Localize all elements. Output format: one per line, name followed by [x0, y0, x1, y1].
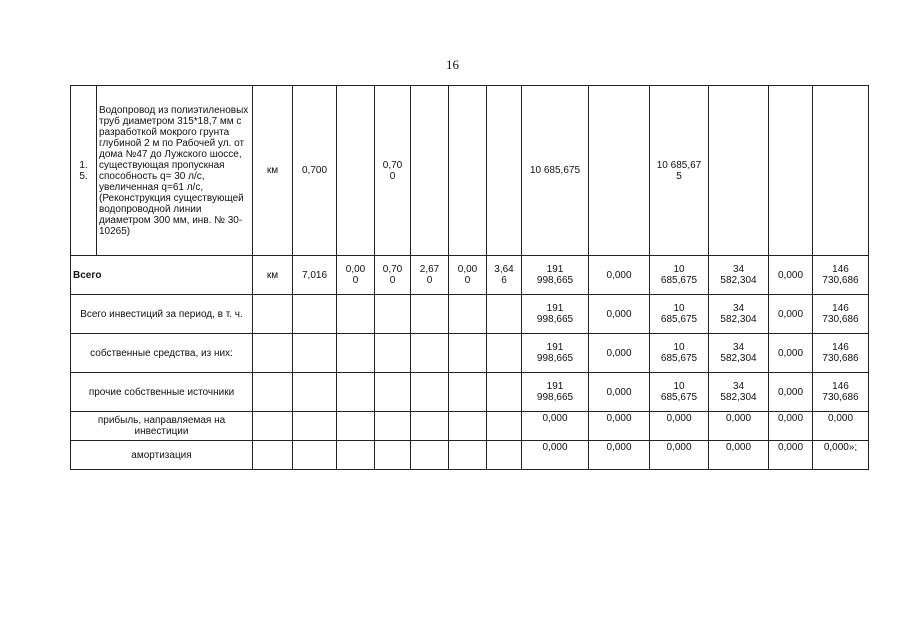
value-cell: 191 998,665 [522, 256, 589, 295]
value-cell: 146 730,686 [813, 334, 869, 373]
row-label-cell: прибыль, направляемая на инвестиции [71, 412, 253, 441]
value-cell: 2,67 0 [411, 256, 449, 295]
row-description-cell: Водопровод из полиэтиленовых труб диаметром 315*18,7 мм с разработкой мокрого грунта глубиной 2 м по Рабочей ул. от дома №47 до Лужского шоссе, существующая пропускная способность q= 30 л/с, увеличенная q=61 л/с, (Реконструкция существующей водопроводной линии диаметром 300 мм, инв. № 30-10265) [97, 86, 253, 256]
empty-cell [449, 441, 487, 470]
value-cell: 34 582,304 [709, 256, 769, 295]
value-cell: 10 685,675 [650, 256, 709, 295]
value-cell: 0,00 0 [449, 256, 487, 295]
empty-cell [293, 334, 337, 373]
value-cell: 0,70 0 [375, 256, 411, 295]
empty-cell [487, 334, 522, 373]
value-cell: 146 730,686 [813, 256, 869, 295]
value-cell: 0,000 [589, 256, 650, 295]
value-cell: 0,000 [589, 412, 650, 441]
empty-cell [411, 441, 449, 470]
value-cell: 0,000 [589, 295, 650, 334]
empty-cell [293, 441, 337, 470]
empty-cell [411, 412, 449, 441]
empty-cell [337, 295, 375, 334]
row-number-cell: 1. 5. [71, 86, 97, 256]
value-cell: 0,000 [769, 412, 813, 441]
empty-cell [375, 373, 411, 412]
empty-cell [253, 373, 293, 412]
value-cell: 34 582,304 [709, 295, 769, 334]
value-cell: 0,000 [522, 441, 589, 470]
empty-cell [449, 412, 487, 441]
empty-cell [375, 334, 411, 373]
value-cell: 0,70 0 [375, 86, 411, 256]
value-cell: 10 685,675 [650, 373, 709, 412]
page-number: 16 [446, 57, 459, 72]
table-row [71, 86, 869, 256]
value-cell: 191 998,665 [522, 373, 589, 412]
value-cell [813, 86, 869, 256]
value-cell: 146 730,686 [813, 373, 869, 412]
value-cell: 0,000 [769, 256, 813, 295]
value-cell: 0,000 [589, 334, 650, 373]
empty-cell [375, 295, 411, 334]
value-cell: 3,64 6 [487, 256, 522, 295]
empty-cell [411, 334, 449, 373]
empty-cell [337, 412, 375, 441]
empty-cell [253, 334, 293, 373]
empty-cell [253, 441, 293, 470]
value-cell: 0,00 0 [337, 256, 375, 295]
empty-cell [487, 441, 522, 470]
value-cell: 146 730,686 [813, 295, 869, 334]
value-cell [411, 86, 449, 256]
empty-cell [253, 412, 293, 441]
empty-cell [253, 295, 293, 334]
value-cell: 0,000 [709, 412, 769, 441]
value-cell: 191 998,665 [522, 295, 589, 334]
value-cell: 0,000»; [813, 441, 869, 470]
table-row [71, 412, 869, 441]
value-cell: 34 582,304 [709, 334, 769, 373]
empty-cell [449, 295, 487, 334]
empty-cell [293, 373, 337, 412]
value-cell [769, 86, 813, 256]
investment-table [70, 85, 869, 470]
unit-cell: км [253, 256, 293, 295]
row-label-cell: прочие собственные источники [71, 373, 253, 412]
value-cell: 10 685,675 [650, 334, 709, 373]
unit-cell: км [253, 86, 293, 256]
row-label-cell: Всего [71, 256, 253, 295]
value-cell [449, 86, 487, 256]
empty-cell [337, 334, 375, 373]
value-cell: 0,000 [522, 412, 589, 441]
empty-cell [293, 295, 337, 334]
value-cell: 10 685,675 [650, 295, 709, 334]
value-cell [709, 86, 769, 256]
empty-cell [411, 373, 449, 412]
row-label-cell: собственные средства, из них: [71, 334, 253, 373]
value-cell: 10 685,675 [522, 86, 589, 256]
value-cell: 0,000 [650, 441, 709, 470]
row-label-cell: Всего инвестиций за период, в т. ч. [71, 295, 253, 334]
value-cell: 10 685,67 5 [650, 86, 709, 256]
value-cell: 0,000 [769, 295, 813, 334]
value-cell: 0,000 [813, 412, 869, 441]
value-cell: 0,000 [769, 441, 813, 470]
empty-cell [375, 441, 411, 470]
empty-cell [293, 412, 337, 441]
value-cell: 0,000 [650, 412, 709, 441]
table-row [71, 373, 869, 412]
table-row [71, 295, 869, 334]
empty-cell [487, 373, 522, 412]
value-cell: 34 582,304 [709, 373, 769, 412]
empty-cell [375, 412, 411, 441]
value-cell [487, 86, 522, 256]
value-cell: 0,000 [769, 334, 813, 373]
empty-cell [411, 295, 449, 334]
value-cell: 0,000 [769, 373, 813, 412]
empty-cell [337, 441, 375, 470]
value-cell: 0,000 [589, 441, 650, 470]
value-cell: 7,016 [293, 256, 337, 295]
value-cell: 0,000 [589, 373, 650, 412]
empty-cell [487, 295, 522, 334]
empty-cell [337, 373, 375, 412]
empty-cell [449, 373, 487, 412]
empty-cell [487, 412, 522, 441]
value-cell [337, 86, 375, 256]
value-cell: 0,000 [709, 441, 769, 470]
value-cell: 0,700 [293, 86, 337, 256]
table-row [71, 441, 869, 470]
empty-cell [449, 334, 487, 373]
table-row [71, 334, 869, 373]
value-cell: 191 998,665 [522, 334, 589, 373]
row-label-cell: амортизация [71, 441, 253, 470]
value-cell [589, 86, 650, 256]
table-row [71, 256, 869, 295]
